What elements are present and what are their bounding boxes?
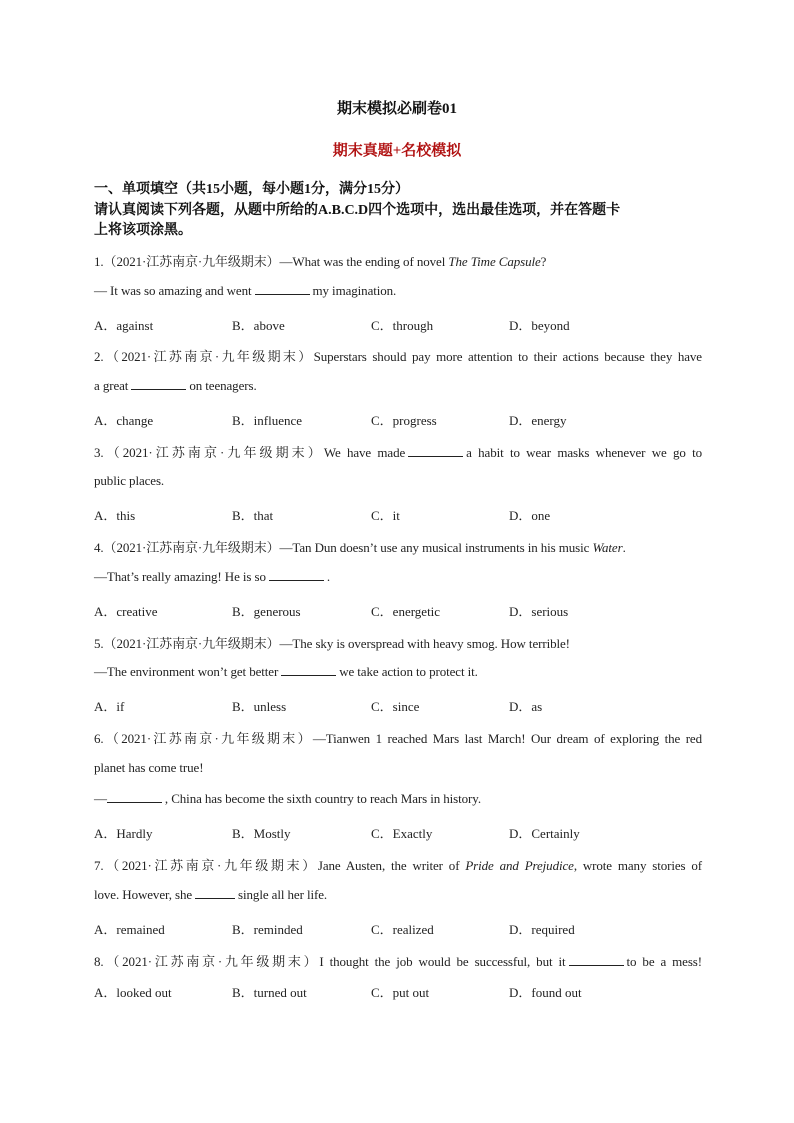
page-subtitle: 期末真题+名校模拟 [332,143,462,159]
option-c[interactable]: C．energetic [371,604,441,619]
question-number: 2.（2021·江苏南京·九年级期末） [94,349,314,364]
question-2-line-2: a great on teenagers. [94,378,257,393]
answer-blank [195,887,235,899]
option-b[interactable]: B．influence [232,413,303,428]
answer-blank [281,664,336,676]
question-5-line-1: 5.（2021·江苏南京·九年级期末）—The sky is overspread with heavy smog. How terrible! [94,636,570,651]
music-title: Water [592,540,623,555]
option-d[interactable]: D．energy [509,413,567,428]
question-1-options [94,315,694,333]
question-7-line-1: 7.（2021·江苏南京·九年级期末）Jane Austen, the writer of Pride and Prejudice, wrote many stories of [94,858,703,873]
answer-blank [269,569,324,581]
option-b[interactable]: B．unless [232,699,287,714]
question-4-line-1: 4.（2021·江苏南京·九年级期末）—Tan Dun doesn’t use any musical instruments in his music Water. [94,540,626,555]
option-c[interactable]: C．through [371,318,434,333]
option-d[interactable]: D．required [509,922,575,937]
section-instruction: 请认真阅读下列各题，从题中所给的A.B.C.D四个选项中，选出最佳选项，并在答题卡 [94,203,621,218]
option-c[interactable]: C．it [371,508,400,523]
question-1-line-2: — It was so amazing and went my imagination. [94,283,397,298]
question-number: 7.（2021·江苏南京·九年级期末） [94,858,318,873]
option-b[interactable]: B．turned out [232,985,307,1000]
option-a[interactable]: A．creative [94,604,158,619]
option-d[interactable]: D．one [509,508,551,523]
option-c[interactable]: C．realized [371,922,434,937]
option-b[interactable]: B．generous [232,604,301,619]
question-6-line-2: planet has come true! [94,760,204,775]
option-d[interactable]: D．beyond [509,318,570,333]
question-1-line-1: 1.（2021·江苏南京·九年级期末）—What was the ending of novel The Time Capsule? [94,254,547,269]
option-d[interactable]: D．found out [509,985,582,1000]
option-d[interactable]: D．Certainly [509,826,580,841]
option-b[interactable]: B．above [232,318,285,333]
question-8-options [94,982,694,1000]
question-number: 6.（2021·江苏南京·九年级期末） [94,731,313,746]
book-title: The Time Capsule [448,254,541,269]
question-number: 1.（2021·江苏南京·九年级期末） [94,254,280,269]
option-a[interactable]: A．Hardly [94,826,153,841]
book-title: Pride and Prejudice [465,858,574,873]
option-c[interactable]: C．Exactly [371,826,433,841]
option-b[interactable]: B．that [232,508,274,523]
option-a[interactable]: A．change [94,413,154,428]
question-6-line-3: — , China has become the sixth country to reach Mars in history. [94,791,481,806]
option-a[interactable]: A．if [94,699,125,714]
page-title: 期末模拟必刷卷01 [336,101,457,117]
question-7-line-2: love. However, she single all her life. [94,887,328,902]
option-b[interactable]: B．reminded [232,922,303,937]
question-8-line-1: 8.（2021·江苏南京·九年级期末）I thought the job would be successful, but it to be a mess! [94,954,702,969]
question-number: 5.（2021·江苏南京·九年级期末） [94,636,280,651]
option-a[interactable]: A．remained [94,922,165,937]
question-number: 3.（2021·江苏南京·九年级期末） [94,445,324,460]
option-a[interactable]: A．against [94,318,154,333]
option-c[interactable]: C．put out [371,985,430,1000]
option-b[interactable]: B．Mostly [232,826,291,841]
question-2-options [94,410,694,428]
answer-blank [255,283,310,295]
answer-blank [408,445,463,457]
section-heading: 一、单项填空（共15小题，每小题1分，满分15分） [94,182,409,197]
question-2-line-1: 2.（2021·江苏南京·九年级期末）Superstars should pay more attention to their actions because they have [94,349,702,364]
option-c[interactable]: C．progress [371,413,437,428]
question-3-line-1: 3.（2021·江苏南京·九年级期末）We have made a habit to wear masks whenever we go to [94,445,703,460]
answer-blank [569,954,624,966]
question-4-options [94,601,694,619]
answer-blank [107,791,162,803]
question-3-line-2: public places. [94,473,165,488]
option-d[interactable]: D．serious [509,604,569,619]
option-d[interactable]: D．as [509,699,543,714]
question-6-line-1: 6.（2021·江苏南京·九年级期末）—Tianwen 1 reached Mars last March! Our dream of exploring the red [94,731,702,746]
question-7-options [94,919,694,937]
section-instruction: 上将该项涂黑。 [94,223,192,238]
question-5-line-2: —The environment won’t get better we take action to protect it. [94,664,478,679]
question-6-options [94,823,694,841]
question-3-options [94,505,694,523]
option-a[interactable]: A．looked out [94,985,172,1000]
question-number: 8.（2021·江苏南京·九年级期末） [94,954,320,969]
option-c[interactable]: C．since [371,699,420,714]
option-a[interactable]: A．this [94,508,136,523]
answer-blank [131,378,186,390]
question-number: 4.（2021·江苏南京·九年级期末） [94,540,280,555]
question-4-line-2: —That’s really amazing! He is so . [94,569,331,584]
question-5-options [94,696,694,714]
